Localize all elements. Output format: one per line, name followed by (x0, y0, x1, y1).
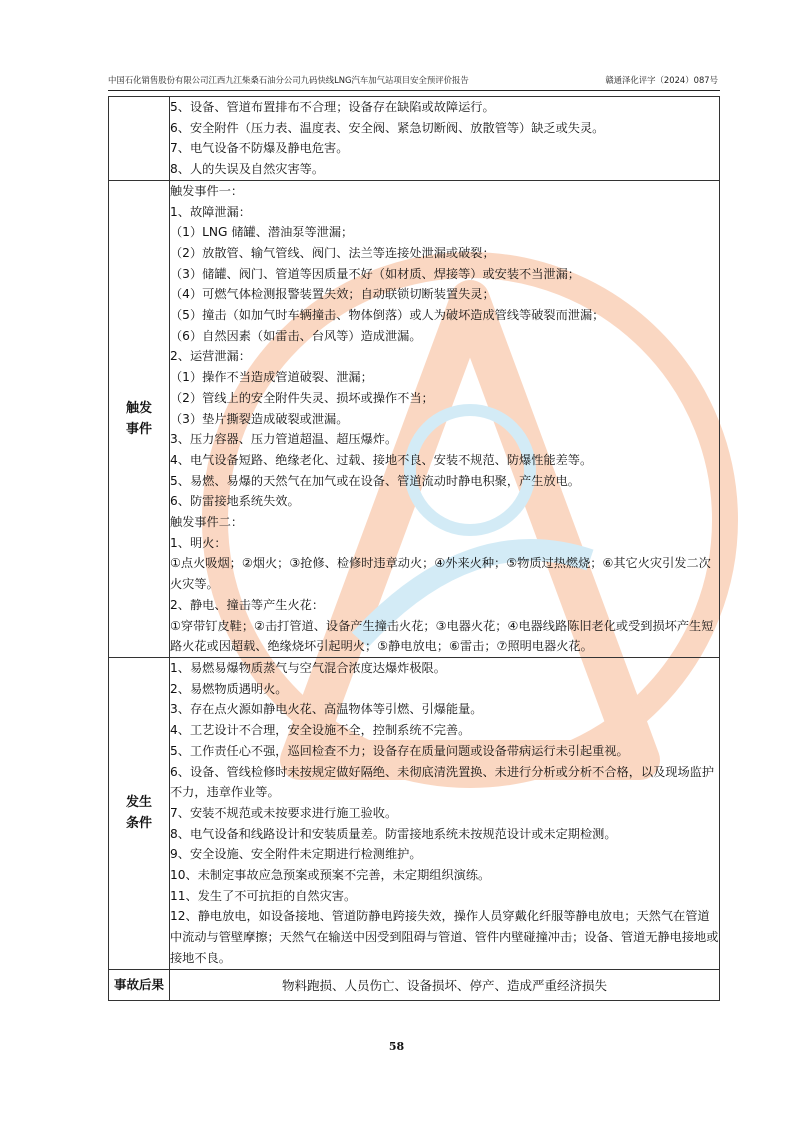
condition-label (109, 657, 170, 969)
report-title: 中国石化销售股份有限公司江西九江柴桑石油分公司九码快线LNG汽车加气站项目安全预评价报告 (108, 75, 469, 85)
text-line: 5、工作责任心不强，巡回检查不力；设备存在质量问题或设备带病运行未引起重视。 (170, 743, 629, 758)
text-line: 10、未制定事故应急预案或预案不完善，未定期组织演练。 (170, 868, 491, 883)
continued-content (170, 97, 720, 181)
text-line: （1）LNG 储罐、潜油泵等泄漏； (170, 225, 354, 240)
text-line: 5、易燃、易爆的天然气在加气或在设备、管道流动时静电积聚，产生放电。 (170, 473, 580, 488)
text-line: 4、电气设备短路、绝缘老化、过载、接地不良、安装不规范、防爆性能差等。 (170, 452, 593, 467)
text-line: 7、安装不规范或未按要求进行施工验收。 (170, 805, 398, 820)
text-line: （5）撞击（如加气时车辆撞击、物体倒落）或人为破坏造成管线等破裂而泄漏； (170, 308, 605, 323)
trigger-label (109, 180, 170, 657)
text-line: 3、压力容器、压力管道超温、超压爆炸。 (170, 432, 398, 447)
condition-content (170, 657, 720, 969)
row-consequence (109, 969, 720, 1000)
trigger-content (170, 180, 720, 657)
text-line: 2、易燃物质遇明火。 (170, 681, 288, 696)
text-line: （3）储罐、阀门、管道等因质量不好（如材质、焊接等）或安装不当泄漏； (170, 266, 580, 281)
header-divider (108, 90, 720, 91)
text-line: 2、运营泄漏： (170, 349, 251, 364)
text-line: 1、明火： (170, 535, 227, 550)
text-line: （1）操作不当造成管道破裂、泄漏； (170, 370, 373, 385)
trigger-label-text: 触发事件 (125, 400, 152, 437)
text-line: ①穿带钉皮鞋；②击打管道、设备产生撞击火花；③电器火花；④电器线路陈旧老化或受到损坏产生短路火花或因超载、绝缘烧坏引起明火；⑤静电放电；⑥雷击；⑦照明电器火花。 (170, 618, 714, 654)
accident-analysis-table (108, 96, 720, 1001)
row-continued (109, 97, 720, 181)
empty-label-cell (109, 97, 170, 181)
text-line: 6、安全附件（压力表、温度表、安全阀、紧急切断阀、放散管等）缺乏或失灵。 (170, 120, 605, 135)
text-line: 2、静电、撞击等产生火花： (170, 597, 325, 612)
text-line: （6）自然因素（如雷击、台风等）造成泄漏。 (170, 328, 422, 343)
text-line: ①点火吸烟；②烟火；③抢修、检修时违章动火；④外来火种；⑤物质过热燃烧；⑥其它火灾引发二次火灾等。 (170, 556, 711, 592)
text-line: 触发事件一： (170, 183, 244, 198)
report-number: 赣通泽化评字（2024）087号 (605, 75, 718, 85)
text-line: 5、设备、管道布置排布不合理；设备存在缺陷或故障运行。 (170, 100, 495, 114)
text-line: 3、存在点火源如静电火花、高温物体等引燃、引爆能量。 (170, 702, 483, 717)
text-line: 8、人的失误及自然灾害等。 (170, 162, 325, 177)
text-line: 4、工艺设计不合理，安全设施不全，控制系统不完善。 (170, 723, 471, 738)
text-line: （3）垫片撕裂造成破裂或泄漏。 (170, 411, 349, 426)
text-line: 12、静电放电，如设备接地、管道防静电跨接失效，操作人员穿戴化纤服等静电放电；天然气在管道中流动与管壁摩擦；天然气在输送中因受到阻碍与管道、管件内壁碰撞冲击；设备、管道无静电接地或接地不良。 (170, 909, 719, 965)
row-trigger (109, 180, 720, 657)
text-line: （2）放散管、输气管线、阀门、法兰等连接处泄漏或破裂； (170, 245, 495, 260)
text-line: （2）管线上的安全附件失灵、损坏或操作不当； (170, 390, 434, 405)
text-line: 6、设备、管线检修时未按规定做好隔绝、未彻底清洗置换、未进行分析或分析不合格，以及现场监护不力，违章作业等。 (170, 764, 715, 800)
text-line: 触发事件二： (170, 515, 244, 530)
text-line: 6、防雷接地系统失效。 (170, 494, 300, 509)
consequence-content: 物料跑损、人员伤亡、设备损坏、停产、造成严重经济损失 (170, 969, 720, 1000)
text-line: 9、安全设施、安全附件未定期进行检测维护。 (170, 847, 422, 862)
text-line: 7、电气设备不防爆及静电危害。 (170, 141, 349, 156)
page-number: 58 (388, 1040, 405, 1053)
text-line: （4）可燃气体检测报警装置失效；自动联锁切断装置失灵； (170, 287, 495, 302)
text-line: 11、发生了不可抗拒的自然灾害。 (170, 888, 357, 903)
consequence-label: 事故后果 (109, 969, 170, 1000)
text-line: 8、电气设备和线路设计和安装质量差。防雷接地系统未按规范设计或未定期检测。 (170, 826, 617, 841)
text-line: 1、易燃易爆物质蒸气与空气混合浓度达爆炸极限。 (170, 660, 446, 675)
text-line: 1、故障泄漏： (170, 204, 251, 219)
condition-label-text: 发生条件 (125, 795, 152, 832)
row-condition (109, 657, 720, 969)
page-header (108, 72, 718, 88)
